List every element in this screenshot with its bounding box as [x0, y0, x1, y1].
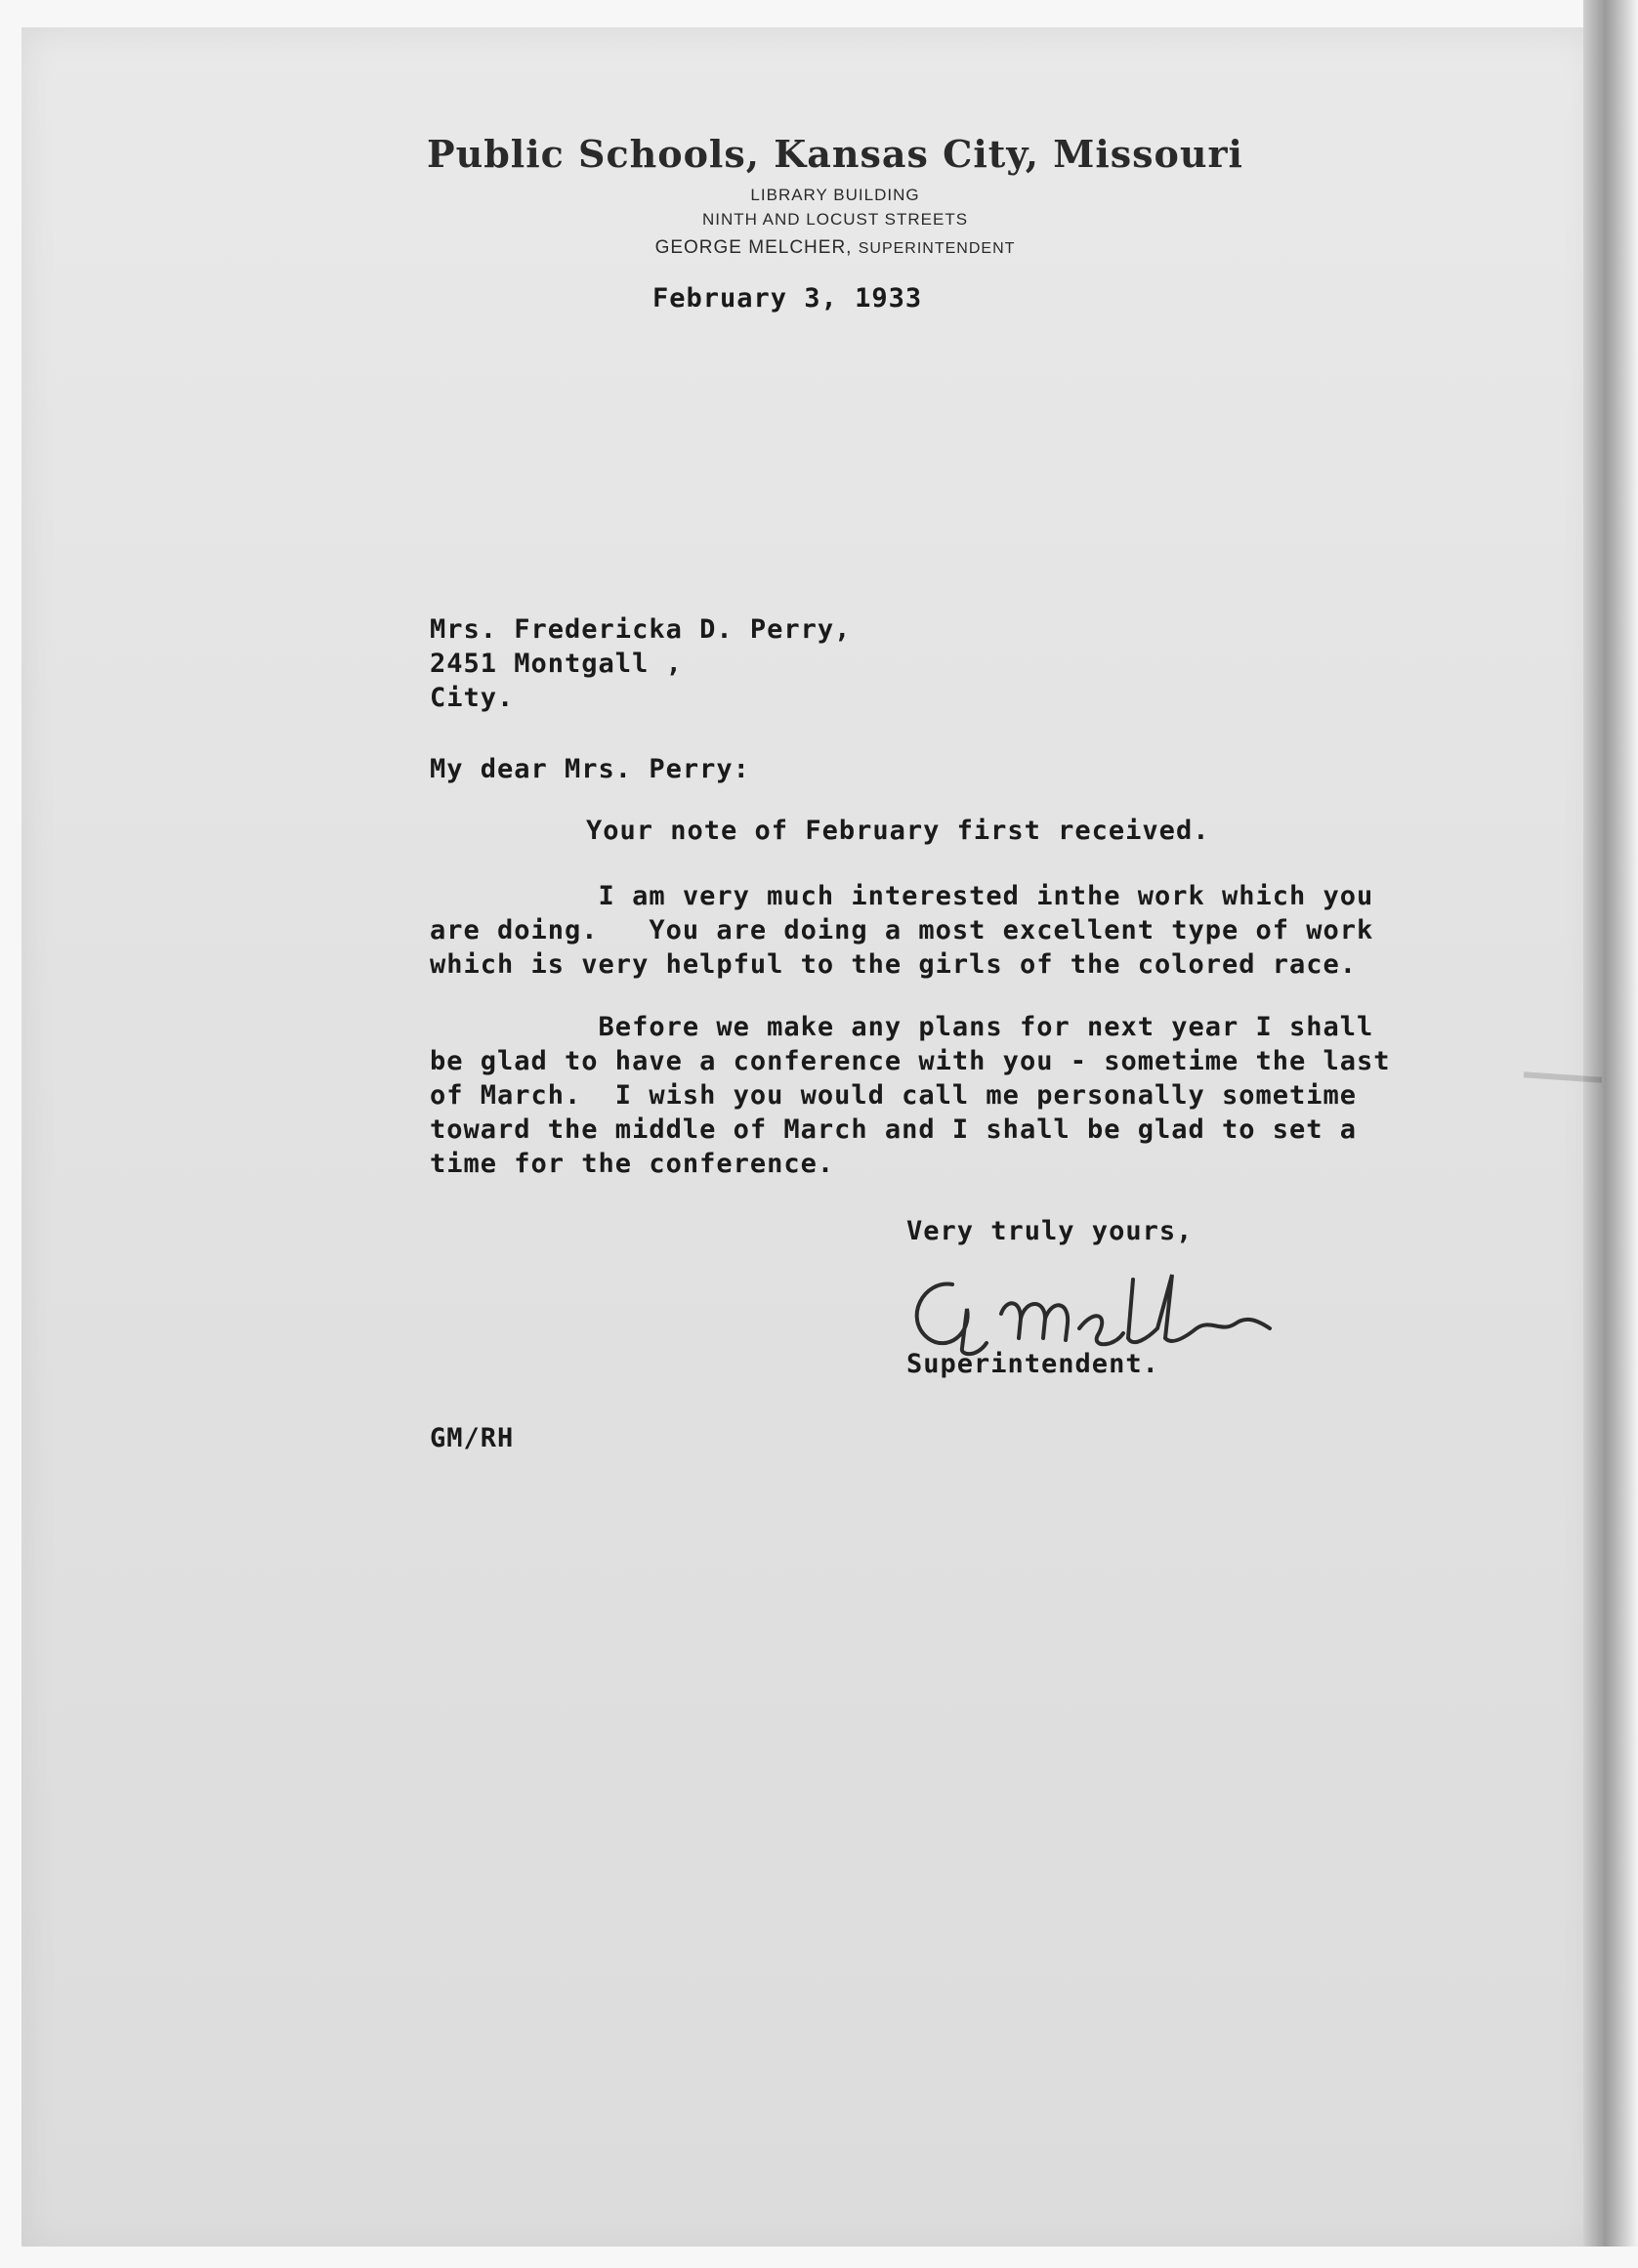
- scan-margin: [0, 2247, 1638, 2268]
- superintendent-name: GEORGE MELCHER,: [654, 237, 853, 258]
- paragraph-3: [430, 1010, 1391, 1181]
- body-line: of March. I wish you would call me personally sometime: [430, 1080, 1358, 1111]
- letterhead-title: Public Schools, Kansas City, Missouri: [427, 132, 1243, 176]
- address-line: City.: [430, 683, 515, 713]
- paragraph-1: Your note of February first received.: [586, 816, 1210, 846]
- body-line: time for the conference.: [430, 1149, 835, 1179]
- letterhead-streets: NINTH AND LOCUST STREETS: [701, 210, 969, 229]
- letter-date: February 3, 1933: [652, 283, 923, 314]
- superintendent-role: SUPERINTENDENT: [858, 240, 1016, 257]
- body-line: which is very helpful to the girls of the colored race.: [430, 949, 1358, 980]
- body-line: I am very much interested inthe work which you: [430, 881, 1374, 911]
- address-line: Mrs. Fredericka D. Perry,: [430, 614, 852, 645]
- page-edge-shadow: [1583, 0, 1638, 2268]
- body-line: Before we make any plans for next year I shall: [430, 1012, 1374, 1042]
- paragraph-2: [430, 879, 1373, 982]
- salutation: My dear Mrs. Perry:: [430, 754, 750, 784]
- signature-title: Superintendent.: [906, 1349, 1159, 1379]
- body-line: be glad to have a conference with you - sometime the last: [430, 1046, 1391, 1076]
- body-line: toward the middle of March and I shall be glad to set a: [430, 1114, 1358, 1145]
- recipient-address: [430, 612, 851, 715]
- typist-initials: GM/RH: [430, 1423, 515, 1453]
- closing: Very truly yours,: [906, 1216, 1194, 1246]
- body-line: are doing. You are doing a most excellent type of work: [430, 915, 1374, 945]
- letterhead-superintendent: [469, 237, 1201, 259]
- letterhead-building: LIBRARY BUILDING: [750, 186, 920, 204]
- address-line: 2451 Montgall ,: [430, 649, 683, 679]
